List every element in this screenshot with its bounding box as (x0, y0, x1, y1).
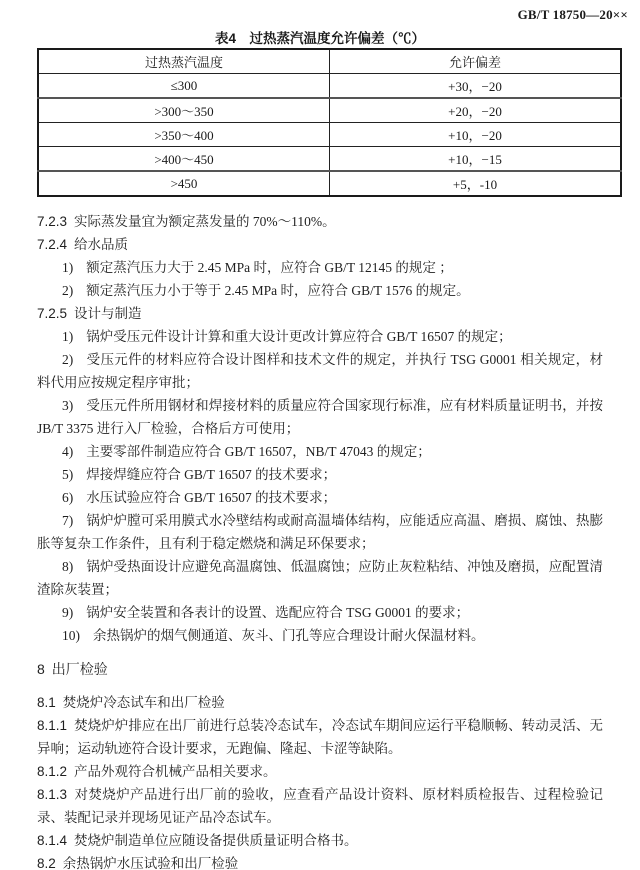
paragraph-clause-heading (37, 691, 603, 714)
paragraph-text: 受压元件所用钢材和焊接材料的质量应符合国家现行标准，应有材料质量证明书，并按 JB/T 3375 进行入厂检验，合格后方可使用； (37, 398, 603, 436)
paragraph-item (37, 486, 603, 509)
paragraph-item (37, 555, 603, 601)
item-label: 1) (62, 329, 74, 344)
item-label: 2) (62, 352, 74, 367)
paragraph-text: 产品外观符合机械产品相关要求。 (74, 764, 277, 779)
table-cell: +5，-10 (330, 171, 622, 196)
clause-label: 8 (37, 661, 45, 677)
item-label: 3) (62, 398, 74, 413)
table-caption: 表4 过热蒸汽温度允许偏差（℃） (214, 31, 425, 46)
paragraph-clause-text (37, 210, 603, 233)
paragraph-clause-heading (37, 852, 603, 870)
paragraph-item (37, 348, 603, 394)
paragraph-section-heading (37, 658, 603, 681)
table-row (38, 147, 621, 172)
paragraph-text: 余热锅炉水压试验和出厂检验 (62, 856, 239, 870)
paragraph-item (37, 440, 603, 463)
doc-code-header: GB/T 18750—20×× (517, 7, 628, 22)
paragraph-item (37, 325, 603, 348)
paragraph-clause-text (37, 760, 603, 783)
table-cell: +20，−20 (330, 98, 622, 123)
paragraph-text: 实际蒸发量宜为额定蒸发量的 70%～110%。 (74, 214, 336, 229)
paragraph-text: 水压试验应符合 GB/T 16507 的技术要求； (86, 490, 337, 505)
clause-label: 8.1.2 (37, 764, 68, 779)
paragraph-text: 焚烧炉炉排应在出厂前进行总装冷态试车，冷态试车期间应运行平稳顺畅、转动灵活、无异响；运动轨迹符合设计要求，无跑偏、隆起、卡涩等缺陷。 (37, 718, 603, 756)
item-label: 2) (62, 283, 74, 298)
item-label: 7) (62, 513, 74, 528)
table-row (38, 74, 621, 99)
paragraph-text: 对焚烧炉产品进行出厂前的验收，应查看产品设计资料、原材料质检报告、过程检验记录、装配记录并现场见证产品冷态试车。 (37, 787, 603, 825)
clause-label: 7.2.4 (37, 237, 68, 252)
col-header-steam-temperature: 过热蒸汽温度 (38, 49, 330, 74)
table-row (38, 98, 621, 123)
item-label: 4) (62, 444, 74, 459)
paragraph-item (37, 601, 603, 624)
table-cell: >450 (38, 171, 330, 196)
clause-label: 8.1 (37, 695, 56, 710)
paragraph-text: 受压元件的材料应符合设计图样和技术文件的规定，并执行 TSG G0001 相关规定，材料代用应按规定程序审批； (37, 352, 603, 390)
paragraph-text: 锅炉受压元件设计计算和重大设计更改计算应符合 GB/T 16507 的规定； (86, 329, 512, 344)
clause-label: 8.1.3 (37, 787, 68, 802)
paragraph-item (37, 256, 603, 279)
table-cell: +10，−15 (330, 147, 622, 172)
table-header-row (38, 49, 621, 74)
paragraph-text: 出厂检验 (51, 661, 108, 677)
paragraph-text: 锅炉炉膛可采用膜式水冷壁结构或耐高温墙体结构，应能适应高温、磨损、腐蚀、热膨胀等复杂工作条件，且有利于稳定燃烧和满足环保要求； (37, 513, 603, 551)
paragraph-text: 焊接焊缝应符合 GB/T 16507 的技术要求； (86, 467, 337, 482)
paragraph-clause-text (37, 714, 603, 760)
paragraph-clause-text (37, 783, 603, 829)
paragraph-text: 焚烧炉冷态试车和出厂检验 (62, 695, 225, 710)
paragraph-item (37, 394, 603, 440)
item-label: 9) (62, 605, 74, 620)
table-row (38, 123, 621, 147)
paragraph-item (37, 509, 603, 555)
paragraph-clause-heading (37, 302, 603, 325)
paragraph-item (37, 279, 603, 302)
document-body (37, 210, 603, 870)
clause-label: 7.2.3 (37, 214, 68, 229)
deviation-table-body (38, 74, 621, 197)
col-header-allowed-deviation: 允许偏差 (330, 49, 622, 74)
clause-label: 8.2 (37, 856, 56, 870)
table-cell: >400～450 (38, 147, 330, 172)
item-label: 8) (62, 559, 74, 574)
table-cell: +30，−20 (330, 74, 622, 99)
paragraph-text: 锅炉受热面设计应避免高温腐蚀、低温腐蚀；应防止灰粒粘结、冲蚀及磨损，应配置清渣除灰装置； (37, 559, 603, 597)
table-cell: >350～400 (38, 123, 330, 147)
paragraph-text: 额定蒸汽压力大于 2.45 MPa 时，应符合 GB/T 12145 的规定 ； (86, 260, 453, 275)
item-label: 6) (62, 490, 74, 505)
paragraph-item (37, 624, 603, 647)
paragraph-clause-heading (37, 233, 603, 256)
clause-label: 7.2.5 (37, 306, 68, 321)
paragraph-text: 焚烧炉制造单位应随设备提供质量证明合格书。 (74, 833, 358, 848)
table-cell: +10，−20 (330, 123, 622, 147)
paragraph-text: 额定蒸汽压力小于等于 2.45 MPa 时，应符合 GB/T 1576 的规定。 (86, 283, 470, 298)
item-label: 1) (62, 260, 74, 275)
paragraph-clause-text (37, 829, 603, 852)
paragraph-text: 余热锅炉的烟气侧通道、灰斗、门孔等应合理设计耐火保温材料。 (93, 628, 485, 643)
paragraph-text: 主要零部件制造应符合 GB/T 16507，NB/T 47043 的规定； (86, 444, 431, 459)
paragraph-text: 设计与制造 (74, 306, 142, 321)
table-cell: ≤300 (38, 74, 330, 99)
clause-label: 8.1.4 (37, 833, 68, 848)
item-label: 5) (62, 467, 74, 482)
deviation-table (37, 48, 622, 197)
paragraph-text: 给水品质 (74, 237, 129, 252)
item-label: 10) (62, 628, 80, 643)
paragraph-text: 锅炉安全装置和各表计的设置、选配应符合 TSG G0001 的要求； (86, 605, 470, 620)
table-cell: >300～350 (38, 98, 330, 123)
table-row (38, 171, 621, 196)
clause-label: 8.1.1 (37, 718, 68, 733)
paragraph-item (37, 463, 603, 486)
